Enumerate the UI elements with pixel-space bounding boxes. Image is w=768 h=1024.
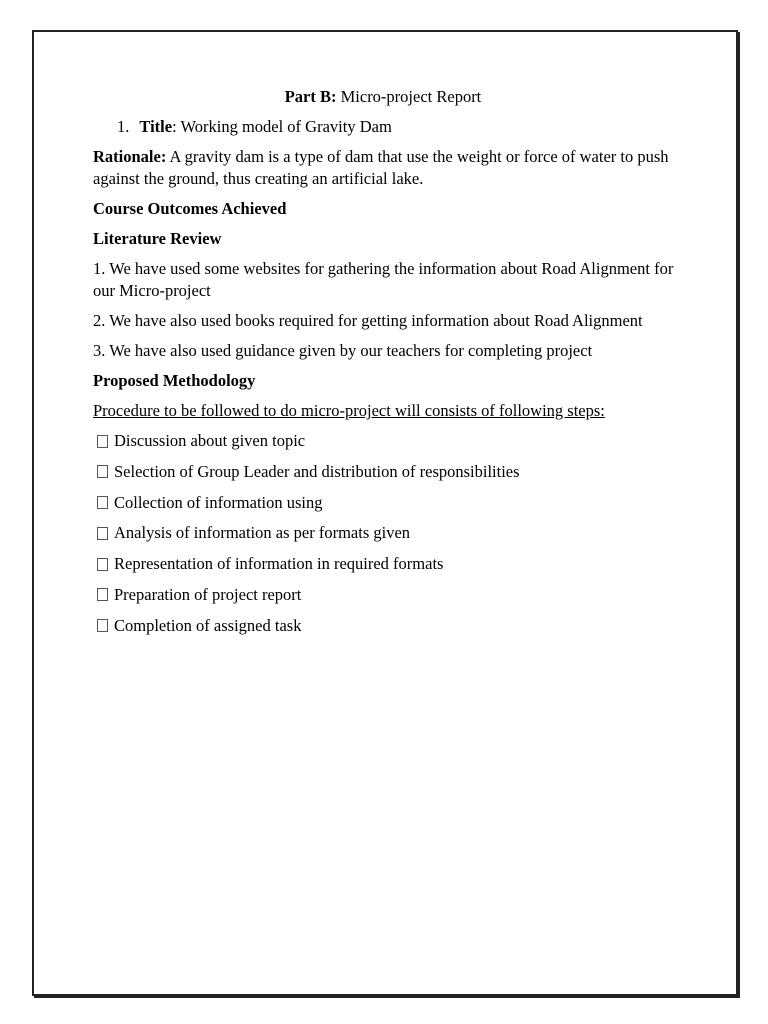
step-text: Discussion about given topic — [114, 431, 306, 450]
heading-text: Micro-project Report — [336, 87, 482, 106]
empty-box-icon — [97, 465, 108, 478]
title-line — [93, 116, 683, 138]
literature-item: 1. We have used some websites for gathering the information about Road Alignment for our Micro-project — [93, 259, 674, 300]
methodology-step — [93, 584, 683, 606]
methodology-step — [93, 522, 683, 544]
methodology-step — [93, 430, 683, 452]
step-text: Completion of assigned task — [114, 615, 302, 635]
literature-review-heading: Literature Review — [93, 229, 222, 248]
rationale-text: A gravity dam is a type of dam that use the weight or force of water to push against the ground, thus creating an artificial lake. — [93, 147, 669, 188]
title-label: Title — [139, 117, 173, 136]
empty-box-icon — [97, 619, 108, 632]
title-text: : Working model of Gravity Dam — [172, 117, 392, 136]
report-heading — [93, 86, 683, 108]
methodology-step — [93, 492, 683, 514]
heading-bold-label: Part B: — [284, 87, 337, 106]
rationale-paragraph — [93, 146, 683, 190]
title-number: 1. — [117, 117, 130, 136]
step-text: Representation of information in required formats — [114, 554, 444, 574]
empty-box-icon — [97, 496, 108, 509]
empty-box-icon — [97, 588, 108, 601]
literature-item: 3. We have also used guidance given by our teachers for completing project — [93, 341, 593, 360]
course-outcomes-heading: Course Outcomes Achieved — [93, 199, 287, 218]
literature-item: 2. We have also used books required for getting information about Road Alignment — [93, 311, 643, 330]
methodology-intro: Procedure to be followed to do micro-project will consists of following steps: — [93, 401, 605, 420]
step-text: Analysis of information as per formats given — [114, 523, 411, 543]
step-text: Preparation of project report — [114, 584, 302, 604]
rationale-label: Rationale: — [93, 147, 167, 166]
methodology-step — [93, 553, 683, 575]
step-text: Collection of information using — [114, 492, 323, 512]
document-body — [93, 86, 683, 646]
methodology-step — [93, 461, 683, 483]
methodology-step — [93, 615, 683, 637]
methodology-heading: Proposed Methodology — [93, 371, 256, 390]
empty-box-icon — [97, 527, 108, 540]
step-text: Selection of Group Leader and distribution of responsibilities — [114, 461, 520, 481]
empty-box-icon — [97, 435, 108, 448]
empty-box-icon — [97, 558, 108, 571]
